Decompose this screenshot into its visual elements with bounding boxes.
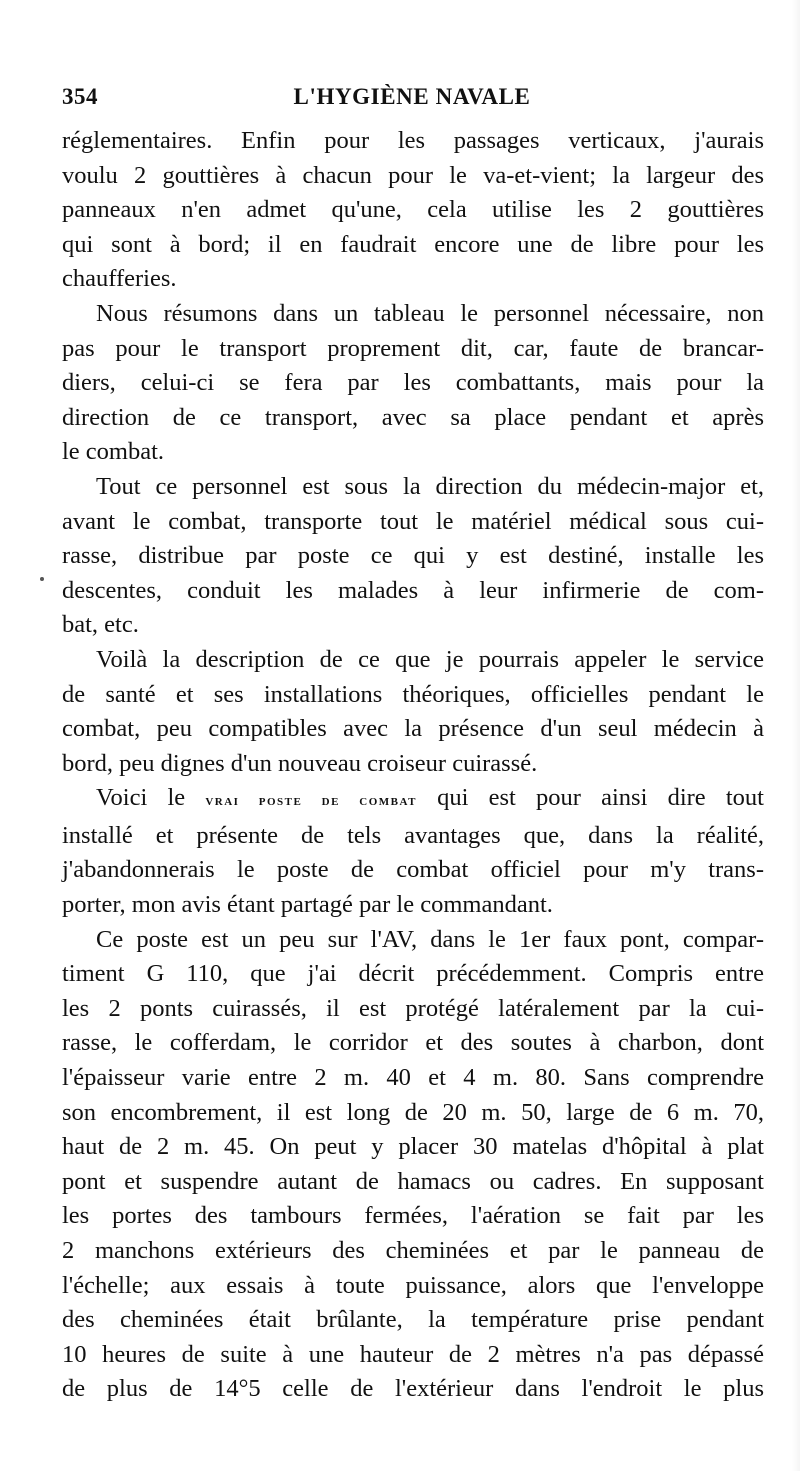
- text-line-after: qui est pour ainsi dire tout: [416, 784, 764, 812]
- text-line: réglementaires. Enfin pour les passages verticaux, j'aurais: [62, 127, 764, 154]
- text-line: rasse, le cofferdam, le corridor et des soutes à charbon, dont: [62, 1029, 764, 1057]
- text-line: des cheminées était brûlante, la température prise pendant: [62, 1306, 764, 1334]
- text-line: rasse, distribue par poste ce qui y est destiné, installe les: [62, 542, 764, 570]
- text-line: combat, peu compatibles avec la présence d'un seul médecin à: [62, 715, 764, 743]
- text-line: l'épaisseur varie entre 2 m. 40 et 4 m. 80. Sans comprendre: [62, 1064, 764, 1092]
- text-line: les 2 ponts cuirassés, il est protégé latéralement par la cui-: [62, 994, 764, 1022]
- text-line-before: Voici le: [96, 784, 206, 812]
- text-line: j'abandonnerais le poste de combat officiel pour m'y trans-: [62, 856, 764, 884]
- text-line: timent G 110, que j'ai décrit précédemment. Compris entre: [62, 960, 764, 988]
- text-line: avant le combat, transporte tout le matériel médical sous cui-: [62, 507, 764, 535]
- page-edge-shadow: [792, 0, 800, 1471]
- text-line: bord, peu dignes d'un nouveau croiseur cuirassé.: [62, 749, 538, 777]
- text-line: diers, celui-ci se fera par les combattants, mais pour la: [62, 369, 764, 397]
- text-line: Ce poste est un peu sur l'AV, dans le 1er faux pont, compar-: [96, 925, 764, 953]
- text-line: voulu 2 gouttières à chacun pour le va-et-vient; la largeur des: [62, 161, 764, 189]
- text-line: chaufferies.: [62, 265, 177, 293]
- text-line: Nous résumons dans un tableau le personnel nécessaire, non: [96, 299, 764, 327]
- text-line: descentes, conduit les malades à leur infirmerie de com-: [62, 576, 764, 604]
- smallcaps-phrase: vrai poste de combat: [205, 793, 417, 810]
- text-line: Tout ce personnel est sous la direction du médecin-major et,: [96, 472, 764, 500]
- running-title: L'HYGIÈNE NAVALE: [293, 84, 531, 109]
- text-line: les portes des tambours fermées, l'aération se fait par les: [62, 1202, 764, 1230]
- text-line: l'échelle; aux essais à toute puissance, alors que l'enveloppe: [62, 1271, 764, 1299]
- body-text: [62, 124, 764, 1407]
- text-line: bat, etc.: [62, 611, 139, 639]
- margin-mark: [40, 577, 44, 581]
- page-header: [62, 84, 762, 114]
- page-number: 354: [62, 84, 98, 109]
- text-line: installé et présente de tels avantages que, dans la réalité,: [62, 821, 764, 849]
- text-line: 10 heures de suite à une hauteur de 2 mètres n'a pas dépassé: [62, 1340, 764, 1368]
- text-line: qui sont à bord; il en faudrait encore une de libre pour les: [62, 230, 764, 258]
- text-line: haut de 2 m. 45. On peut y placer 30 matelas d'hôpital à plat: [62, 1133, 764, 1161]
- text-line: de santé et ses installations théoriques, officielles pendant le: [62, 680, 764, 708]
- text-line: porter, mon avis étant partagé par le commandant.: [62, 891, 553, 919]
- text-line: Voilà la description de ce que je pourrais appeler le service: [96, 645, 764, 673]
- text-line: pont et suspendre autant de hamacs ou cadres. En supposant: [62, 1167, 764, 1195]
- text-line: de plus de 14°5 celle de l'extérieur dans l'endroit le plus: [62, 1375, 764, 1403]
- text-line: pas pour le transport proprement dit, car, faute de brancar-: [62, 334, 764, 362]
- text-line: 2 manchons extérieurs des cheminées et par le panneau de: [62, 1237, 764, 1264]
- text-line: [62, 781, 764, 819]
- text-line: panneaux n'en admet qu'une, cela utilise les 2 gouttières: [62, 196, 764, 224]
- text-line: le combat.: [62, 438, 165, 466]
- text-line: son encombrement, il est long de 20 m. 50, large de 6 m. 70,: [62, 1098, 764, 1126]
- text-line: direction de ce transport, avec sa place pendant et après: [62, 403, 764, 431]
